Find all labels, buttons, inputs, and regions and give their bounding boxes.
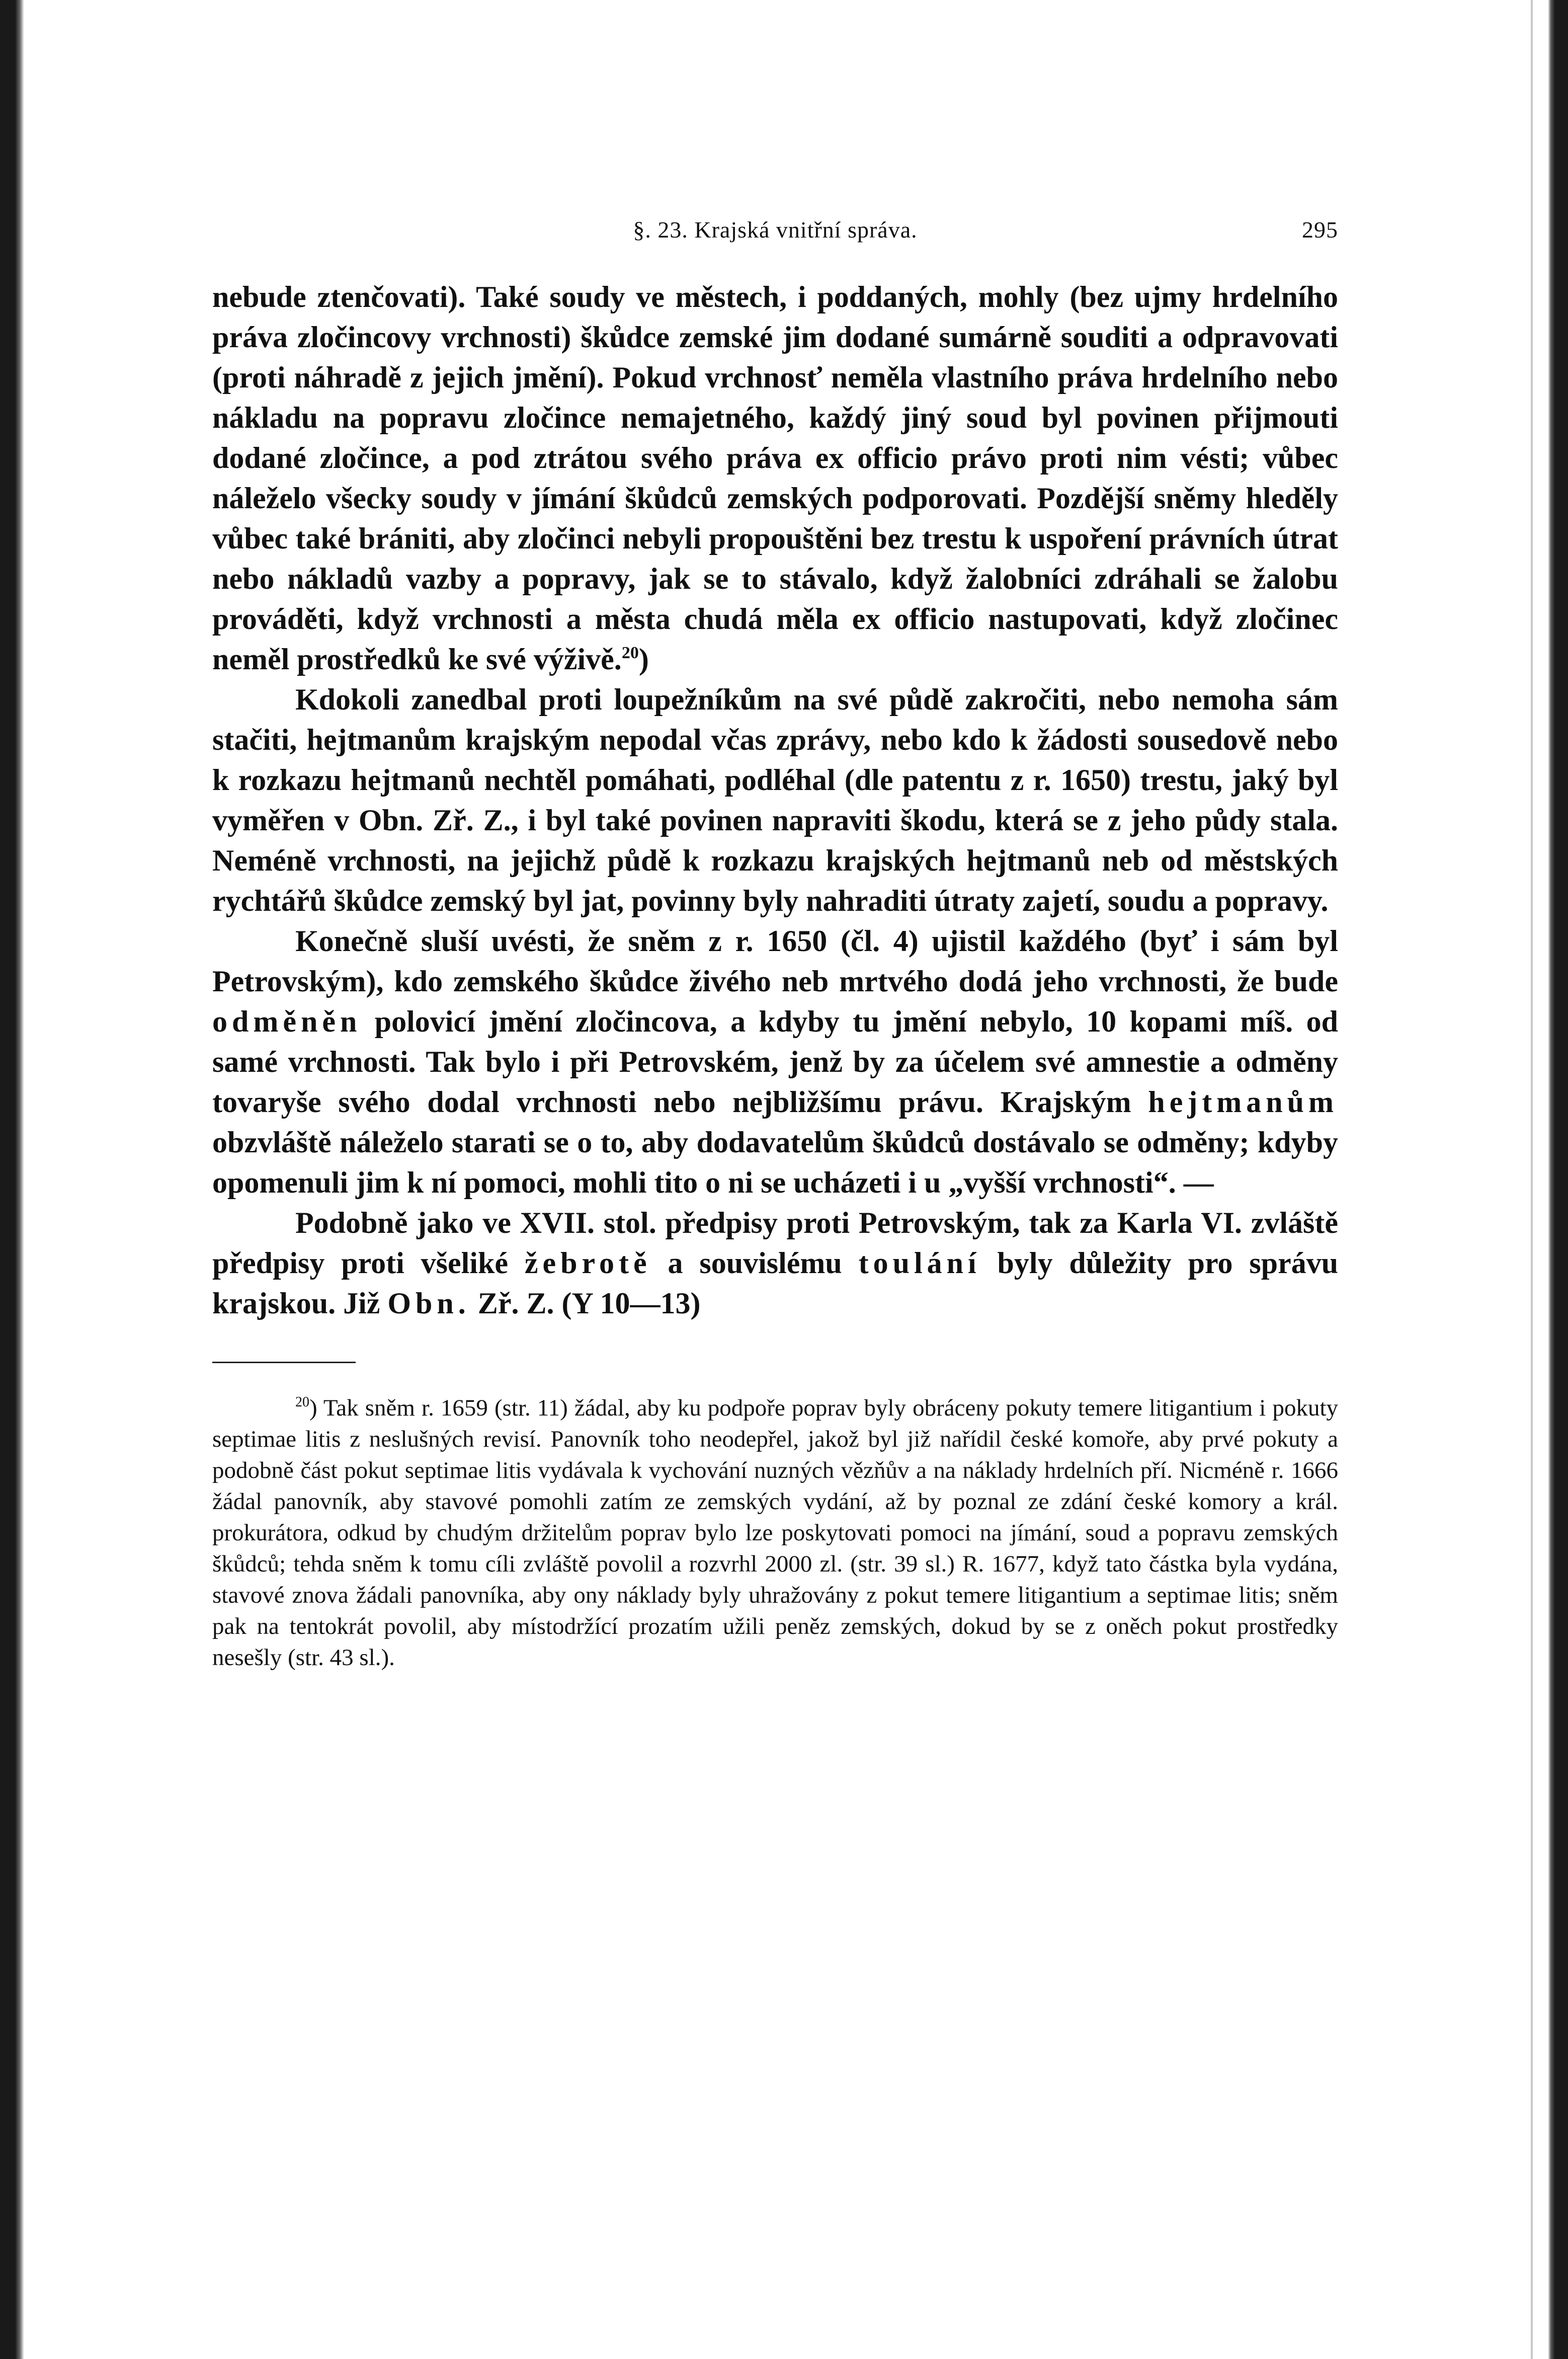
paragraph-4-spaced-b: toulání: [858, 1246, 981, 1280]
footnote-reference: 20: [621, 644, 639, 662]
paragraph-4-text-a: Podobně jako ve XVII. stol. předpisy proti Petrovským, tak za Karla VI. zvláště předpisy proti všeliké: [212, 1206, 1338, 1280]
paragraph-4-spaced-a: žebrotě: [524, 1246, 651, 1280]
scan-edge-left: [0, 0, 24, 2359]
footnote-rule: [212, 1362, 356, 1363]
paragraph-3-text-e: obzvláště náleželo starati se o to, aby dodavatelům škůdců dostávalo se odměny; kdyby opomenuli jim k ní pomoci, mohli tito o ni se ucházeti i u „vyšší vrchnosti“. —: [212, 1126, 1338, 1199]
paragraph-4-text-g: Zř. Z. (Y 10—13): [477, 1287, 701, 1320]
paragraph-1: [212, 277, 1338, 679]
paragraph-1-text: nebude ztenčovati). Také soudy ve městech, i poddaných, mohly (bez ujmy hrdelního práva zločincovy vrchnosti) škůdce zemské jim dodané sumárně souditi a odpravovati (proti náhradě z jejich jmění). Pokud vrchnosť neměla vlastního práva hrdelního nebo nákladu na popravu zločince nemajetného, každý jiný soud byl povinen přijmouti dodané zločince, a pod ztrátou svého práva ex officio právo proti nim vésti; vůbec náleželo všecky soudy v jímání škůdců zemských podporovati. Pozdější sněmy hleděly vůbec také brániti, aby zločinci nebyli propouštěni bez trestu k uspoření právních útrat nebo nákladů vazby a popravy, jak se to stávalo, když žalobníci zdráhali se žalobu prováděti, když vrchnosti a města chudá měla ex officio nastupovati, když zločinec neměl prostředků ke své výživě.: [212, 280, 1338, 676]
paragraph-3-spaced-b: hejtmanům: [1148, 1085, 1338, 1119]
footnote-marker: 20: [295, 1394, 309, 1410]
paragraph-4: [212, 1203, 1338, 1323]
page-number: 295: [1302, 217, 1338, 243]
main-text: [212, 277, 1338, 1323]
paragraph-3-text-c: polovicí jmění zločincova, a kdyby tu jmění nebylo, 10 kopami míš. od samé vrchnosti. Tak bylo i při Petrovském, jenž by za účelem své amnestie a odměny tovaryše svého dodal vrchnosti nebo nejbližšímu právu. Krajským: [212, 1005, 1338, 1119]
footnote-20: [212, 1392, 1338, 1673]
scan-edge-right: [1548, 0, 1568, 2359]
paragraph-3-text-a: Konečně sluší uvésti, že sněm z r. 1650 (čl. 4) ujistil každého (byť i sám byl Petrovským), kdo zemského škůdce živého neb mrtvého dodá jeho vrchnosti, že bude: [212, 924, 1338, 998]
paragraph-4-text-e: byly důležity pro správu krajskou. Již: [212, 1246, 1339, 1320]
paragraph-3-spaced-a: odměněn: [212, 1005, 362, 1038]
footnote-text: ) Tak sněm r. 1659 (str. 11) žádal, aby ku podpoře poprav byly obráceny pokuty temere litigantium i pokuty septimae litis z neslušných revisí. Panovník toho neodepřel, jakož byl již nařídil české komoře, aby prvé pokuty a podobně část pokut septimae litis vydávala k vychování nuzných vězňův a na náklady hrdelních pří. Nicméně r. 1666 žádal panovník, aby stavové pomohli zatím ze zemských vydání, až by poznal ze zdání české komory a král. prokurátora, odkud by chudým držitelům poprav bylo lze poskytovati pomoci na jímání, soud a popravu zemských škůdců; tehda sněm k tomu cíli zvláště povolil a rozvrhl 2000 zl. (str. 39 sl.) R. 1677, když tato částka byla vydána, stavové znova žádali panovníka, aby ony náklady byly uhražovány z pokut temere litigantium a septimae litis; sněm pak na tentokrát povolil, aby místodržící prozatím užili peněz zemských, dokud by se z oněch pokut prostředky nesešly (str. 43 sl.).: [212, 1395, 1338, 1671]
running-head: [212, 211, 1338, 252]
paragraph-4-spaced-c: Obn.: [387, 1287, 470, 1320]
paragraph-2: Kdokoli zanedbal proti loupežníkům na své půdě zakročiti, nebo nemoha sám stačiti, hejtmanům krajským nepodal včas zprávy, nebo kdo k žádosti sousedově nebo k rozkazu hejtmanů nechtěl pomáhati, podléhal (dle patentu z r. 1650) trestu, jaký byl vyměřen v Obn. Zř. Z., i byl také povinen napraviti škodu, která se z jeho půdy stala. Neméně vrchnosti, na jejichž půdě k rozkazu krajských hejtmanů neb od městských rychtářů škůdce zemský byl jat, povinny byly nahraditi útraty zajetí, soudu a popravy.: [212, 683, 1338, 917]
paragraph-3: [212, 921, 1338, 1203]
book-page: [212, 211, 1338, 1673]
running-head-title: §. 23. Krajská vnitřní správa.: [633, 217, 918, 243]
scan-line-right: [1531, 0, 1533, 2359]
paragraph-1-close: ): [638, 643, 649, 676]
footnotes: [212, 1392, 1338, 1673]
paragraph-4-text-c: a souvislému: [668, 1246, 842, 1280]
